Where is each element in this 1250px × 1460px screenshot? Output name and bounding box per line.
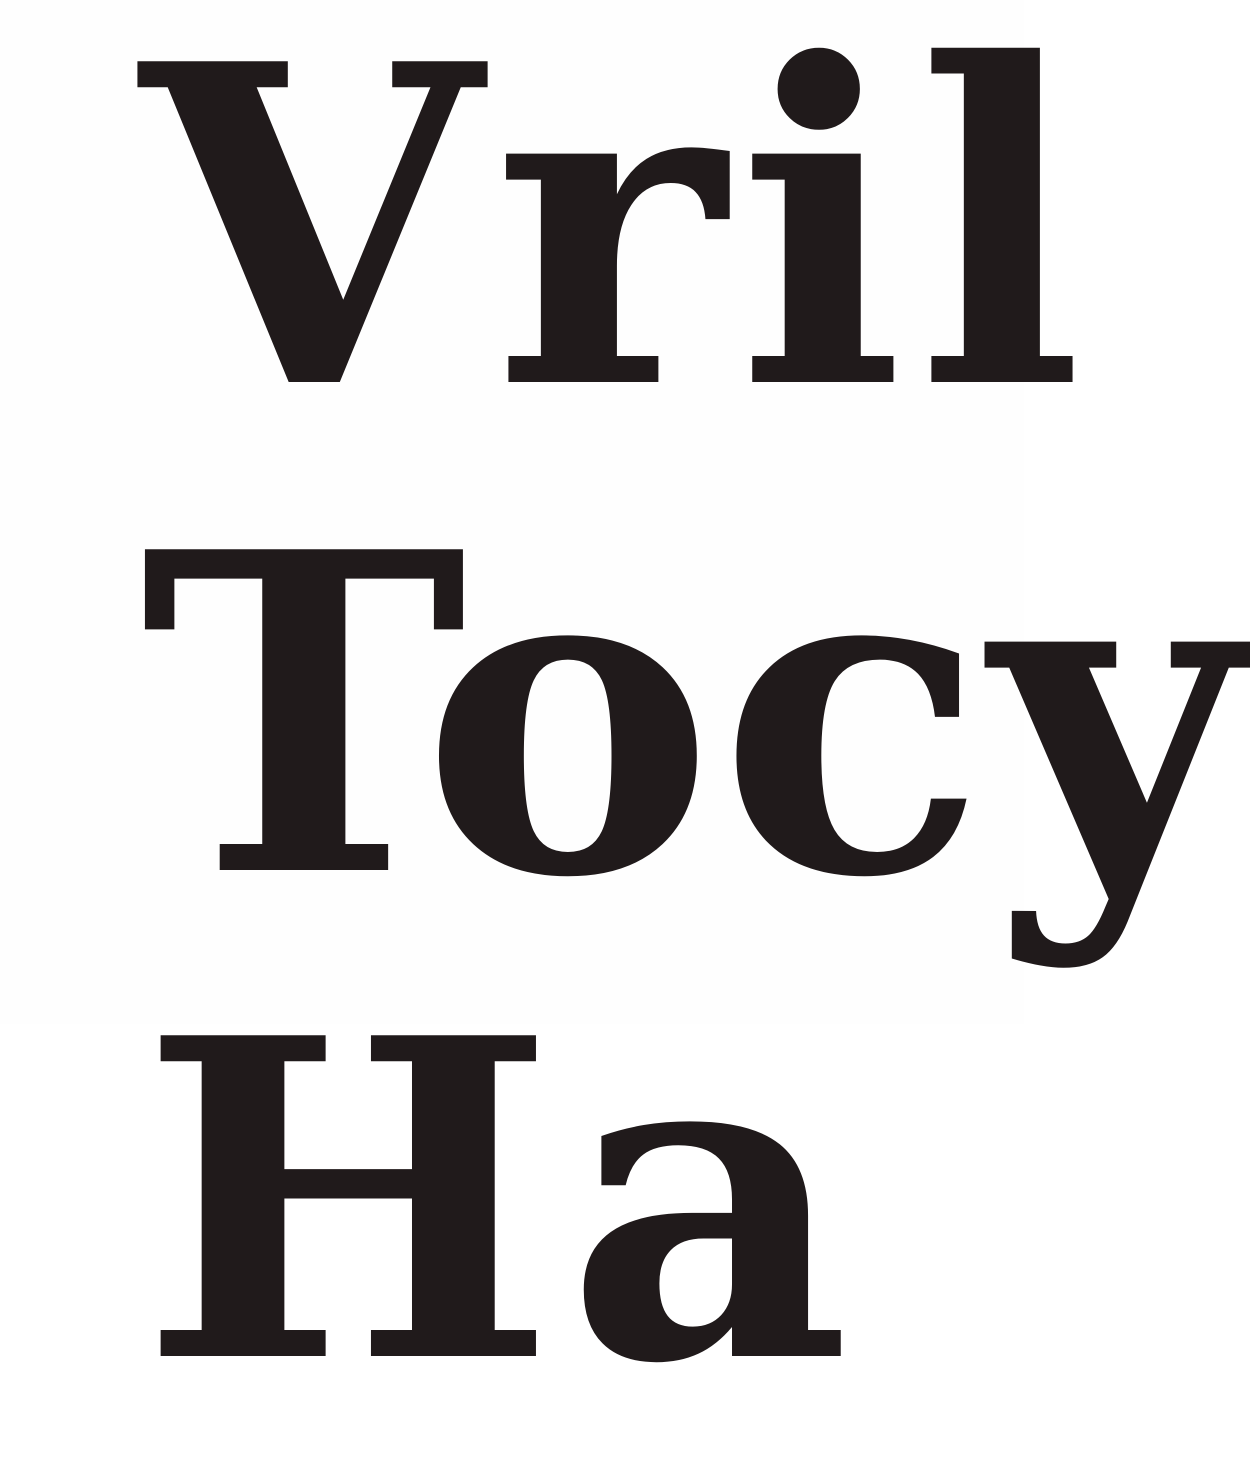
text-line-1: Vril — [140, 0, 1096, 486]
text-line-2: Tocy — [140, 457, 1250, 974]
text-line-3: Ha — [140, 943, 861, 1460]
